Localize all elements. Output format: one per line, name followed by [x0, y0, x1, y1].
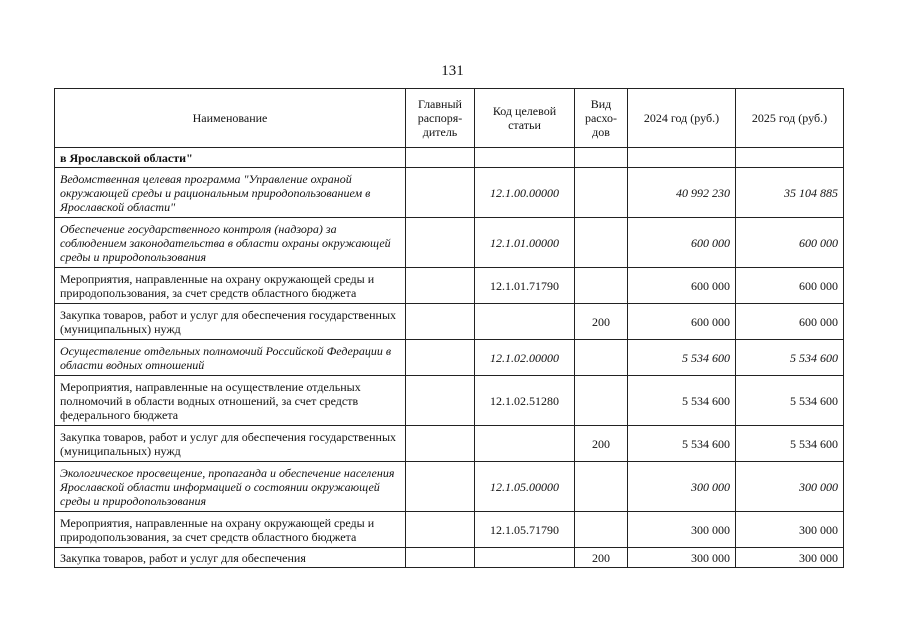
- cell-2025: 600 000: [736, 218, 844, 268]
- cell-code: [475, 548, 575, 568]
- cell-manager: [406, 512, 475, 548]
- cell-manager: [406, 462, 475, 512]
- cell-code: 12.1.00.00000: [475, 168, 575, 218]
- cell-name: Мероприятия, направленные на охрану окружающей среды и природопользования, за счет средств областного бюджета: [55, 512, 406, 548]
- cell-name: Закупка товаров, работ и услуг для обеспечения: [55, 548, 406, 568]
- cell-2025: 600 000: [736, 304, 844, 340]
- cell-type: 200: [575, 426, 628, 462]
- cell-type: 200: [575, 548, 628, 568]
- cell-type: [575, 376, 628, 426]
- cell-2024: 300 000: [628, 548, 736, 568]
- page-number: 131: [441, 63, 464, 79]
- table-row: [55, 148, 844, 168]
- cell-2024: 300 000: [628, 462, 736, 512]
- cell-manager: [406, 548, 475, 568]
- cell-type: [575, 268, 628, 304]
- header-manager: Главный распоря-дитель: [406, 89, 475, 148]
- cell-2025: 300 000: [736, 548, 844, 568]
- cell-code: 12.1.01.71790: [475, 268, 575, 304]
- header-name: Наименование: [55, 89, 406, 148]
- cell-code: [475, 148, 575, 168]
- table-row: [55, 512, 844, 548]
- cell-manager: [406, 268, 475, 304]
- cell-2025: [736, 148, 844, 168]
- cell-manager: [406, 218, 475, 268]
- cell-name: Мероприятия, направленные на осуществление отдельных полномочий в области водных отношений, за счет средств федерального бюджета: [55, 376, 406, 426]
- table-header-row: [55, 89, 844, 148]
- cell-manager: [406, 376, 475, 426]
- header-code: Код целевой статьи: [475, 89, 575, 148]
- cell-manager: [406, 426, 475, 462]
- cell-code: 12.1.05.71790: [475, 512, 575, 548]
- cell-name: Закупка товаров, работ и услуг для обеспечения государственных (муниципальных) нужд: [55, 426, 406, 462]
- table-row: [55, 462, 844, 512]
- cell-2024: 40 992 230: [628, 168, 736, 218]
- table-row: [55, 548, 844, 568]
- cell-2024: 600 000: [628, 304, 736, 340]
- cell-name: Ведомственная целевая программа "Управление охраной окружающей среды и рациональным природопользованием в Ярославской области": [55, 168, 406, 218]
- budget-table: [54, 88, 844, 568]
- header-type: Вид расхо-дов: [575, 89, 628, 148]
- cell-code: 12.1.02.51280: [475, 376, 575, 426]
- table-row: [55, 218, 844, 268]
- cell-2024: 5 534 600: [628, 426, 736, 462]
- table-row: [55, 340, 844, 376]
- cell-manager: [406, 304, 475, 340]
- cell-2025: 5 534 600: [736, 426, 844, 462]
- cell-code: 12.1.01.00000: [475, 218, 575, 268]
- cell-manager: [406, 168, 475, 218]
- cell-2024: 300 000: [628, 512, 736, 548]
- cell-2024: 600 000: [628, 218, 736, 268]
- cell-type: [575, 218, 628, 268]
- cell-code: [475, 304, 575, 340]
- cell-code: 12.1.05.00000: [475, 462, 575, 512]
- cell-name: Обеспечение государственного контроля (надзора) за соблюдением законодательства в области охраны окружающей среды и природопользования: [55, 218, 406, 268]
- cell-2025: 5 534 600: [736, 340, 844, 376]
- cell-name: Осуществление отдельных полномочий Российской Федерации в области водных отношений: [55, 340, 406, 376]
- cell-2025: 300 000: [736, 512, 844, 548]
- table-row: [55, 304, 844, 340]
- cell-name: Экологическое просвещение, пропаганда и обеспечение населения Ярославской области информацией о состоянии окружающей среды и природопользования: [55, 462, 406, 512]
- cell-type: 200: [575, 304, 628, 340]
- table-row: [55, 268, 844, 304]
- table-row: [55, 168, 844, 218]
- cell-type: [575, 512, 628, 548]
- table-body: [55, 148, 844, 568]
- cell-manager: [406, 340, 475, 376]
- cell-type: [575, 340, 628, 376]
- cell-code: 12.1.02.00000: [475, 340, 575, 376]
- cell-code: [475, 426, 575, 462]
- cell-name: в Ярославской области": [55, 148, 406, 168]
- table-row: [55, 376, 844, 426]
- cell-2024: 600 000: [628, 268, 736, 304]
- cell-type: [575, 148, 628, 168]
- cell-name: Закупка товаров, работ и услуг для обеспечения государственных (муниципальных) нужд: [55, 304, 406, 340]
- header-2025: 2025 год (руб.): [736, 89, 844, 148]
- cell-2024: 5 534 600: [628, 340, 736, 376]
- cell-2024: 5 534 600: [628, 376, 736, 426]
- cell-manager: [406, 148, 475, 168]
- cell-name: Мероприятия, направленные на охрану окружающей среды и природопользования, за счет средств областного бюджета: [55, 268, 406, 304]
- cell-2025: 35 104 885: [736, 168, 844, 218]
- cell-type: [575, 168, 628, 218]
- table-row: [55, 426, 844, 462]
- cell-2025: 600 000: [736, 268, 844, 304]
- cell-2025: 5 534 600: [736, 376, 844, 426]
- cell-type: [575, 462, 628, 512]
- header-2024: 2024 год (руб.): [628, 89, 736, 148]
- cell-2024: [628, 148, 736, 168]
- cell-2025: 300 000: [736, 462, 844, 512]
